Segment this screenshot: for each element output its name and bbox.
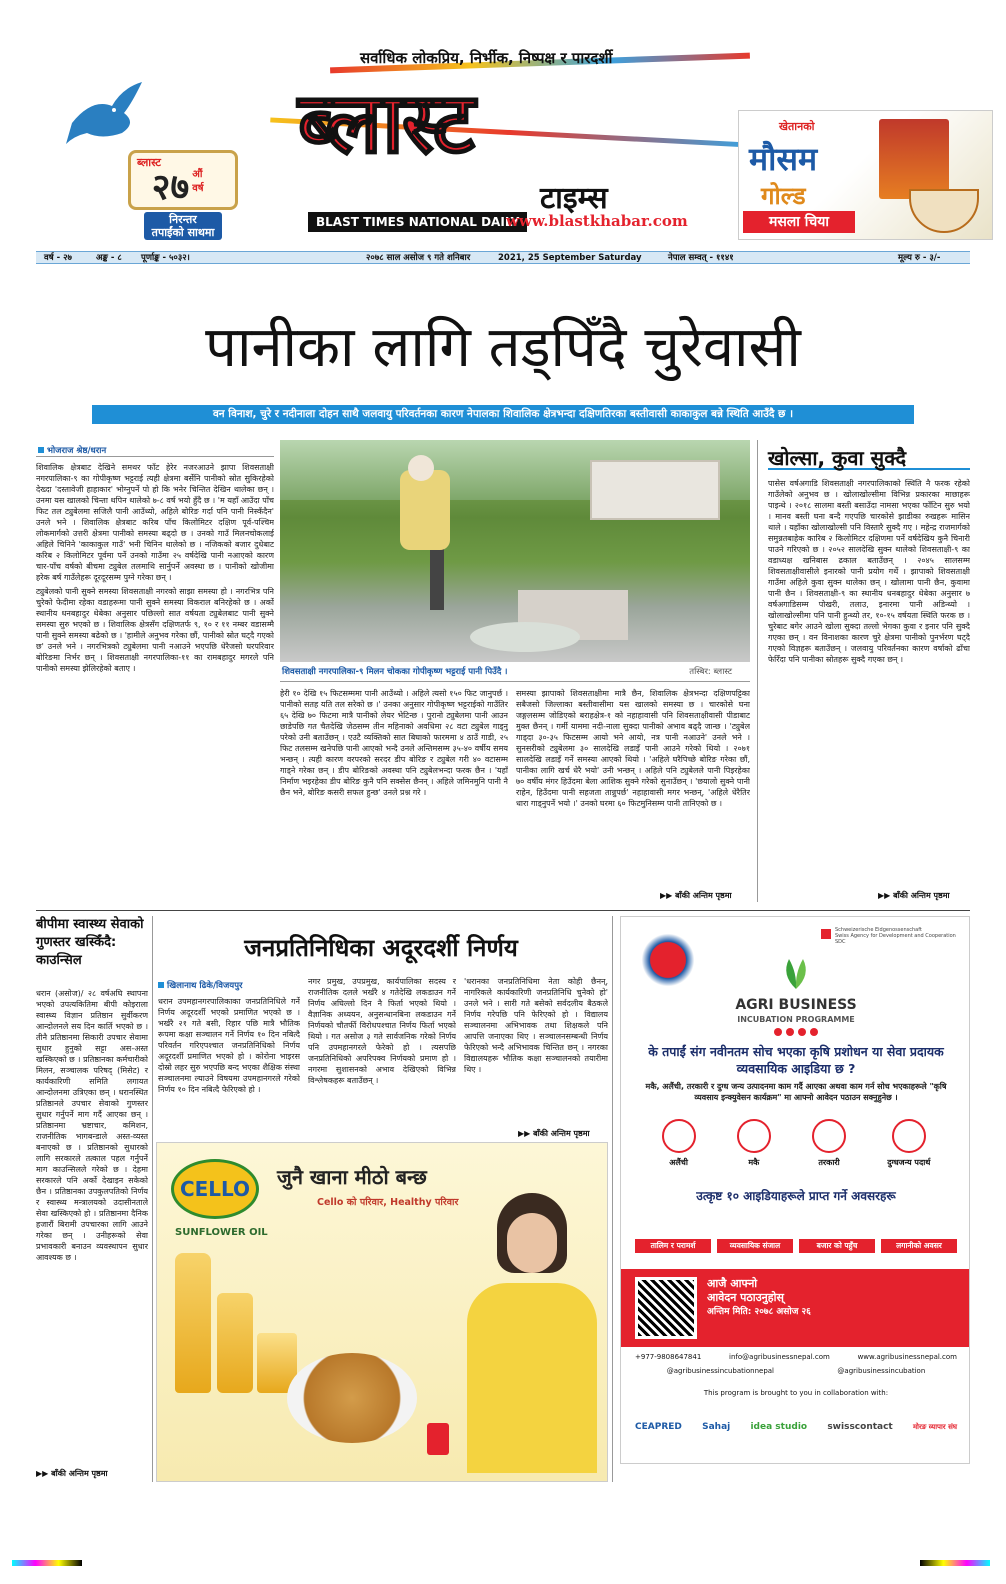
qr-code-icon[interactable] <box>635 1277 697 1339</box>
lead-col2-text: हेरी १० देखि १५ फिटसम्ममा पानी आउँथ्यो । अहिले त्यसो १५० फिट जानुपर्छ । पानीको सतह यति तल सरेको छ ।' उनका अनुसार गोपीकृष्ण भट्टराईको गाउँतिर ६५ देखि ७० फिटमा मात्रै पानीको लेयर भेटिन्छ । पुरानो ट्युबेलमा पानी आउन छाडेपछि गत चैतदेखि जेठसम्म तीन महिनाको अवधिमा २८ वटा ट्युबेल गाड्नु परेको उनी बताउँछन् । एउटै व्यक्तिको सात बिघाको फारममा ४ ठाउँ गाडी, २५ फिट तलसम्म खनेपछि पानी आएको भन्दै उनले अन्तिमसम्म ३५-४० वर्षीय समय भन्छन् । त्यही कारण वरपरको सरदर डीप बोरिङ र ट्युबेल गरी ४० वटासम्म गाड्ने गरेका छन् । डीप बोरिङको अवस्था पनि ट्युबेलभन्दा फरक छैन । 'यहाँ निर्माण भइरहेका डीप बोरिङ कुनै पनि सक्सेस छैनन् । अहिले जमिनमुनि पानी नै छैन भने, बोरिङ कसरी सफल हुन्छ' उनले प्रश्न गरे । <box>280 689 508 797</box>
dateline-issue: अङ्क - ८ <box>96 253 122 263</box>
side-continued[interactable]: ▶▶ बाँकी अन्तिम पृष्ठमा <box>878 891 950 900</box>
deadline-line <box>707 1305 811 1319</box>
benefit-label: तालिम र परामर्श <box>635 1239 711 1253</box>
partner-logo: swisscontact <box>827 1422 893 1432</box>
benefit-item <box>635 1209 711 1263</box>
swiss-text <box>835 927 965 945</box>
crop-item <box>812 1113 846 1183</box>
health-body: धरान (असोज)/ २८ वर्षअघि स्थापना भएको उपत्यकितिमा बीपी कोइराला स्वास्थ्य विज्ञान प्रतिष्ठान सुर्वीकरण आन्दोलनले सय दिन कार्ति भएको छ । तीनै प्रतिष्ठानमा सिकारी उपचार सेवामा सुधार हुनुको सट्टा अस-अस्त खस्किएको छ । प्रतिष्ठानका कर्मचारीको मिलन, सञ्चालक परिषद् (मिसेट) र कार्यकारिणी समिति लगायत आन्दोलनमा उत्रिएका छन् । धरानस्थित प्रतिष्ठानले उपचार सेवाको गुणस्तर सुधार गर्नुपर्ने माग गर्दै आएका छन् । प्रतिष्ठानमा भ्रष्टाचार, कमिशन, राजनीतिक भागबन्डाले अस्त-व्यस्त बनाएको छ । प्रतिष्ठानको सुधारको लागि सरकारले तत्काल पहल गर्नुपर्ने माग काउन्सिलले गरेको छ । देहमा सरकारले पनि अर्को देखाइन सकेको छैन । प्रतिष्ठानका उपकुलपतिको निर्णय र स्वास्थ्य मन्त्रालयको उदासीनताले सेवा खस्किएको हो । प्रतिष्ठानमा दैनिक हजारौं बिरामी उपचारका लागि आउने गरेका छन् । उनीहरूको सेवा प्रभावकारी बनाउन व्यवस्थापन सुधार आवश्यक छ । <box>36 989 148 1262</box>
photo-credit: तस्बिर: ब्लास्ट <box>689 667 732 677</box>
bullet-icon <box>158 982 164 988</box>
dateline-year: वर्ष - २७ <box>44 253 72 263</box>
color-bar <box>12 1560 82 1566</box>
mid-column-2 <box>308 976 456 1136</box>
swiss-line1: Schweizerische Eidgenossenschaft <box>835 927 922 933</box>
lead-headline: पानीका लागि तड्पिँदै चुरेवासी <box>205 315 801 380</box>
cello-product: SUNFLOWER OIL <box>175 1227 268 1238</box>
photo-caption: शिवसताक्षी नगरपालिका-९ मिलन चोकका गोपीकृष्ण भट्टराई पानी पिउँदै । <box>282 667 508 677</box>
crop-item <box>737 1113 771 1183</box>
mid-col1-text: धरान उपमहानगरपालिकाका जनप्रतिनिधिले गर्ने निर्णय अदूरदर्शी भएको प्रमाणित भएको छ । भर्खरै २१ गते बसी, रिहार पछि मात्रै भौतिक रूपमा कक्षा सञ्चालन गर्ने निर्णय १० दिन नबित्दै परिवर्तन गरिएपश्चात जनप्रतिनिधिको निर्णय अदूरदर्शी प्रमाणित भएको हो । कोरोना भाइरस दोस्रो लहर सुरु भएपछि बन्द भएका शैक्षिक संस्था सञ्चालनमा ल्याउने विषयमा उपमहानगरले गरेको निर्णय १० दिन नबित्दै फेरिएको हो । <box>158 997 300 1094</box>
oil-bottle-image <box>217 1293 253 1393</box>
mid-headline: जनप्रतिनिधिका अदूरदर्शी निर्णय <box>244 933 518 962</box>
lead-column-1 <box>36 462 274 902</box>
partners-label: This program is brought to you in collaboration with: <box>703 1389 889 1397</box>
website-link[interactable]: www.blastkhabar.com <box>506 212 688 230</box>
mid-continued-text: बाँकी अन्तिम पृष्ठमा <box>533 1129 590 1138</box>
lead-col3-text: समस्या झापाको शिवसताक्षीमा मात्रै छैन, शिवालिक क्षेत्रभन्दा दक्षिणपट्टिका सबैजसो जिल्लाका बस्तीवासीमा यस खालको समस्या छ । चारकोसे घना जङ्गलसम्म जोडिएको बराहक्षेत्र-१ को नहाहावासी पनि शिवसताक्षीवासी पीडाबाट मुक्त छैनन् । गर्मी याममा नदी-नाला सुक्दा पानीको अभाव बढ्दै जान्छ । 'ट्युबेल गाड्दा ३०-३५ फिटसम्म आयो भने आयो, नत्र पानी नआउने' उनले भने । सुनसरीको ट्युबेलमा ३० सालदेखि लडाइँ पानी आउने गरेको थियो । २०७१ सालदेखि लडाइँ गर्ने समस्या आएको थियो । 'अहिले घरैपिच्छे बोरिङ गरेका छौं, पानीका लागि खर्च धेरै भयो' उनी भन्छन् । अहिले पनि ट्युबेलले पानी पिइरहेका ७० वर्षीय मंगर हिउँदमा बेला आशिक सुक्ने गरेको सुनाउँछन् । 'छयालो सुक्ने पानी राहेन, हिउँदमा पानी सहजता तान्नुपर्छ' नहाहावासी मगर भन्छन्, 'अहिले धेरैतिर धारा गाड्नुपर्ने भयो ।' उनको घरमा ६० फिटमुनिसम्म पानी तानिएको छ । <box>516 689 750 808</box>
crop-label: दुग्धजन्य पदार्थ <box>887 1158 931 1167</box>
tea-ad-title: मौसम <box>749 140 818 178</box>
anniv-line1: निरन्तर <box>169 213 197 226</box>
lead-continued[interactable]: ▶▶ बाँकी अन्तिम पृष्ठमा <box>660 891 732 900</box>
dateline-total: पूर्णाङ्क - ५०३२। <box>141 253 190 263</box>
bullet-icon <box>38 447 44 453</box>
benefit-item <box>881 1209 957 1263</box>
deadline-label: अन्तिम मिति: <box>707 1307 752 1317</box>
mid-byline-wrap <box>158 980 243 991</box>
side-headline: खोल्सा, कुवा सुक्दै <box>768 444 970 470</box>
tea-ad[interactable] <box>738 110 993 240</box>
tea-ad-brand: खेतानको <box>779 120 815 133</box>
oil-bottle-image <box>175 1253 211 1393</box>
badge-icon <box>427 1423 449 1455</box>
benefit-label: व्यवसायिक संजाल <box>717 1239 793 1253</box>
column-divider <box>757 440 758 902</box>
cello-sub: Cello को परिवार, Healthy परिवार <box>317 1197 459 1208</box>
agri-social-row <box>635 1365 957 1377</box>
mid-col3-text: 'धरानका जनप्रतिनिधिमा नेता कोही छैनन्, नागरिकले कार्यकारिणी जनप्रतिनिधि चुनेको हो' उनले भने । सारी गते बसेको सर्वदलीय बैठकले निर्णय गरेपछि पनि फेरिएको हो । विद्यालय सञ्चालनमा अभिभावक तथा शिक्षकले पनि आपत्ति जनाएका थिए । सञ्चालनसम्बन्धी निर्णय फेरिएको भन्दै अभिभावक चिन्तित छन् । नगरका विद्यालयहरू भौतिक कक्षा सञ्चालनको तयारीमा थिए । <box>464 977 608 1074</box>
color-bar <box>920 1560 990 1566</box>
dove-icon <box>62 78 152 148</box>
tea-ad-sub: गोल्ड <box>761 182 806 210</box>
agri-opportunity: उत्कृष्ट १० आइडियाहरूले प्राप्त गर्ने अवसरहरू <box>696 1188 896 1203</box>
benefit-label: बजार को पहुँच <box>799 1239 875 1253</box>
nepal-emblem-icon <box>637 929 699 991</box>
partner-logo: Sahaj <box>702 1422 731 1432</box>
anniv-line2: तपाईंको साथमा <box>151 226 215 239</box>
apply-line1: आजै आफ्नो <box>707 1277 758 1290</box>
cello-logo: CELLO <box>171 1159 259 1219</box>
agri-question: के तपाईं संग नवीनतम सोच भएका कृषि प्रशोधन या सेवा प्रदायक व्यवसायिक आइडिया छ ? <box>648 1044 944 1076</box>
swiss-line2: Swiss Agency for Development and Cooperation SDC <box>835 933 956 945</box>
masthead-logo: ब्लास्ट <box>298 74 473 172</box>
dateline-date-np: २०७८ साल असोज ९ गते शनिबार <box>366 253 471 263</box>
crop-item <box>887 1113 930 1183</box>
contact-instagram[interactable]: @agribusinessincubation <box>837 1367 926 1375</box>
photo-caption-bar <box>282 665 750 679</box>
dateline-bar <box>36 251 970 264</box>
partners-row <box>635 1407 957 1447</box>
tea-cup-image <box>909 189 979 233</box>
contact-email[interactable]: info@agribusinessnepal.com <box>729 1353 830 1361</box>
agri-desc: मकै, अलैंची, तरकारी र दुग्ध जन्य उत्पादनमा काम गर्दै आएका अथवा काम गर्न सोच भएकाहरूले "कृषि व्यवसाय इन्क्युवेसन कार्यक्रम" मा आफ्नो आवेदन पठाउन सक्नुहुनेछ । <box>645 1082 947 1102</box>
masthead-sub: टाइम्स <box>540 181 608 216</box>
masthead-tagline: सर्वाधिक लोकप्रिय, निर्भीक, निष्पक्ष र पारदर्शी <box>360 49 613 67</box>
anniversary-badge <box>118 150 248 240</box>
mid-column-3 <box>464 976 608 1126</box>
health-continued-text: बाँकी अन्तिम पृष्ठमा <box>51 1469 108 1478</box>
cello-ad[interactable] <box>156 1142 608 1482</box>
side-continued-text: बाँकी अन्तिम पृष्ठमा <box>893 891 950 900</box>
tea-ad-tea: मसला चिया <box>743 211 855 233</box>
lead-photo <box>280 440 750 662</box>
apply-line2: आवेदन पठाउनुहोस् <box>707 1291 784 1304</box>
agri-title: AGRI BUSINESS <box>735 997 857 1013</box>
mid-col2-text: नगर प्रमुख, उपप्रमुख, कार्यपालिका सदस्य र राजनीतिक दलले भर्खरै ४ गतेदेखि लकडाउन गर्ने निर्णय अघिल्लो दिन नै फिर्ता भएको थियो । वैज्ञानिक अध्ययन, अनुसन्धानबिना लकडाउन गर्ने निर्णयको चौतर्फी विरोधपश्चात निर्णय फिर्ता भएको थियो । गत असोज ३ गते सार्वजनिक गरेको निर्णय पनि उपमहानगरले फेरेको हो । त्यसपछि जनप्रतिनिधिको अपरिपक्व निर्णयको प्रमाण हो । नगरमा सुशासनको अभाव देखिएको विभिन्न विश्लेषकहरू बताउँछन् । <box>308 977 456 1085</box>
anniv-suffix: औं वर्ष <box>192 169 204 194</box>
side-col-text: पासेस वर्षअगाडि शिवसताक्षी नगरपालिकाको स्थिति नै फरक रहेको गाउँलेको अनुभव छ । खोलाखोल्सीमा विभिन्न प्रकारका माछाहरू पाइन्थे । २०१८ सालमा बस्ती बसाउँदा नामसा भएका फाँटिन सुरु भयो । मानव बस्ती घना बन्दै गएपछि चारकोसे झाडीका रुखहरू मासिन थाले । यहाँका खोलाखोल्सी पनि विस्तारै सुक्दै गए । महेन्द्र राजमार्गको समुन्नतबाहेक कारिब २ किलोमिटर दक्षिणमा पर्ने वर्षदेखिय कुनै चिनारी पाउने गरिएको छ । २०५२ सालदेखि सुक्न थालेको शिवसताक्षी-९ का वडाध्यक्ष खनिबास ढकाल बताउँछन् । २०४५ सालसम्म शिवसताक्षीवासीले इनारको पानी प्रयोग गर्थे । झापाको शिवसताक्षी गाउँमा अहिले कुवा सुक्न थालेका छन् । खोलामा पानी छैन, कुवामा पानी छैन । शिवसताक्षी-९ का स्थानीय धनबहादुर थेबेका अनुसार ७ वर्षअगाडिसम्म पोखरी, तलाउ, इनारमा पानी अडिन्थ्यो । खोलाखोल्सीमा पनि पानी हुन्थ्यो तर, १०-१५ वर्षयता स्थिति फरक छ । चुरेबाट बगेर आउने खोला सुक्दा तल्लो भेगका कुवा र इनार पनि सुक्दै गएका छन् । वन विनाशका कारण चुरे क्षेत्रमा पानीको पुनर्भरण घट्दै गएको विज्ञहरू बताउँछन् । जलवायु परिवर्तनका कारण वर्षाको ढाँचा फेरिँदा पनि पानीका स्रोतहरू सुक्दै गएका छन् । <box>768 479 970 664</box>
dots-row <box>761 1027 831 1037</box>
daily-label: BLAST TIMES NATIONAL DAILY <box>308 212 527 232</box>
benefit-item <box>717 1209 793 1263</box>
side-column <box>768 478 970 886</box>
crop-item <box>662 1113 696 1183</box>
agri-icon-row <box>641 1113 951 1183</box>
lead-col1-text: शिवालिक क्षेत्रबाट देखिने समथर फाँट हेरेर नजरआउने झापा शिवसताक्षी नगरपालिका-९ का गोपीकृष्ण भट्टराई त्यही क्षेत्रमा बर्सेनि पानीको स्रोत सुकिरहेको देख्दा 'दस्तावेजी हाहाकार' भोग्नुपर्ने पो हो कि भनेर चिन्तित देखिन थालेका छन् । उनमा यस खालको चिन्ता थपिन थालेको ७-८ वर्ष भयो हुँदै छ । 'म यहाँ आउँदा पाँच फिट तल ट्युबेलमा सजिलै पानी आउँथ्यो, अहिले बोरिङ गर्दा पनि पानी निस्कँदैन' उनले भने । शिवालिक क्षेत्रबाट करिब पाँच किलोमिटर दक्षिण पूर्व-पश्चिम लोकमार्गको उत्तरी क्षेत्रमा पानीको समस्या बढ्दो छ । उनको गाउँ मिलनचोकलाई अहिले चिनिने 'काकाकुल गाउँ' भनी चिनिन थालेको छ । नजिकको बजार दुधेबाट करिब २ किलोमिटर पूर्वमा पर्ने उनको गाउँमा २५ वर्षदेखि पानी नआएको कारण चार-पाँच वर्षको बीचमा ट्युबेल तलमाथि सार्नुपर्ने अवस्था छ । पानीको खोजीमा हरेक बर्ष गाउँलेहरू दूरदूरसम्म पुग्ने गरेका छन् । <box>36 463 274 582</box>
deadline-value: २०७८ असोज २६ <box>754 1307 811 1317</box>
crop-label: अलैंची <box>669 1158 688 1167</box>
section-divider <box>36 910 970 911</box>
column-divider <box>152 916 153 1482</box>
partner-logo: मोरङ व्यापार संघ <box>912 1422 957 1431</box>
tea-box-image <box>879 119 949 199</box>
cello-headline: जुनै खाना मीठो बन्छ <box>277 1165 427 1189</box>
agri-apply-band <box>621 1269 970 1347</box>
apply-text <box>707 1277 811 1319</box>
lead-strap: वन विनाश, चुरे र नदीनाला दोहन साथै जलवायु परिवर्तनका कारण नेपालका शिवालिक क्षेत्रभन्दा दक्षिणतिरका बस्तीवासी काकाकुल बन्ने स्थिति आउँदै छ । <box>92 405 914 424</box>
lead-byline: भोजराज श्रेष्ठ/धरान <box>47 446 107 456</box>
benefit-label: लगानीको अवसर <box>881 1239 957 1253</box>
leaf-logo-icon <box>771 955 821 989</box>
agri-subtitle: INCUBATION PROGRAMME <box>737 1014 855 1024</box>
agri-ad[interactable] <box>620 916 970 1464</box>
dateline-date-en: 2021, 25 September Saturday <box>498 253 642 263</box>
partner-logo: idea studio <box>750 1422 808 1432</box>
health-continued[interactable]: ▶▶ बाँकी अन्तिम पृष्ठमा <box>36 1469 108 1478</box>
dateline-price: मूल्य रु - ३/- <box>898 253 941 263</box>
lead-col1b-text: ट्युबेलको पानी सुक्ने समस्या शिवसताक्षी नगरको साझा समस्या हो । नगरभित्र पनि चुरेको फेदीमा रहेका वडाहरूमा पानी सुक्ने समस्या विकराल बनिरहेको छ । अर्को स्थानीय धनबहादुर थेबेका अनुसार पछिल्लो सात वर्षयता ट्युबेलबाट पानी सुक्ने समस्या सुरु भएको छ । शिवालिक क्षेत्रसँग दक्षिणतर्फ ९, १० र ११ नम्बर वडासम्मै पानी सुक्ने समस्या बढेको छ । 'हामीले अनुभव गरेका छौं, पानीको स्रोत घट्दै गएको छ' उनले भने । नगरभित्रको ट्युबेलमा पानी नआउने भएपछि धेरैजसो घरपरिवार बोरिङमा निर्भर छन् । शिवसताक्षी नगरपालिका-११ का रामबहादुर मगरले पनि पानीको समस्या झेलिरहेको बताए । <box>36 587 274 673</box>
dateline-era: नेपाल सम्वत् - ११४१ <box>668 253 734 263</box>
swiss-flag-icon <box>821 929 831 939</box>
food-plate-image <box>287 1353 417 1443</box>
lead-column-3 <box>516 688 750 888</box>
health-column <box>36 988 148 1466</box>
lead-column-2 <box>280 688 508 898</box>
agri-contact-row <box>635 1351 957 1363</box>
lead-byline-wrap <box>38 445 106 456</box>
crop-label: तरकारी <box>818 1158 840 1167</box>
anniv-brand: ब्लास्ट <box>137 156 161 169</box>
divider <box>36 456 274 457</box>
contact-facebook[interactable]: @agribusinessincubationnepal <box>666 1367 774 1375</box>
mid-byline: खिलानाथ ढिके/विजयपुर <box>167 981 243 991</box>
health-headline: बीपीमा स्वास्थ्य सेवाको गुणस्तर खस्किँदै: काउन्सिल <box>36 917 144 968</box>
partner-logo: CEAPRED <box>635 1422 682 1432</box>
agri-benefit-row <box>635 1209 957 1263</box>
contact-web[interactable]: www.agribusinessnepal.com <box>857 1353 957 1361</box>
benefit-item <box>799 1209 875 1263</box>
column-divider <box>612 916 613 1482</box>
contact-phone[interactable]: +977-9808647841 <box>635 1353 702 1361</box>
divider <box>280 681 750 682</box>
mid-column-1 <box>158 996 300 1136</box>
woman-image <box>457 1173 597 1473</box>
lead-continued-text: बाँकी अन्तिम पृष्ठमा <box>675 891 732 900</box>
anniv-number: २७ <box>151 166 190 208</box>
crop-label: मकै <box>748 1158 760 1167</box>
mid-continued[interactable]: ▶▶ बाँकी अन्तिम पृष्ठमा <box>518 1129 590 1138</box>
